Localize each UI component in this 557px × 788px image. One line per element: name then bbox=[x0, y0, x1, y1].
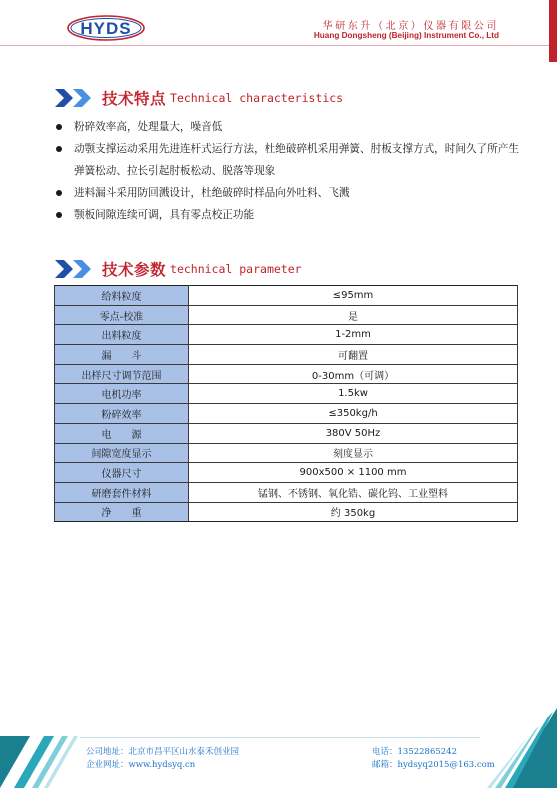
footer-stripe-decoration-left bbox=[0, 728, 80, 788]
company-logo bbox=[66, 14, 146, 42]
spec-label: 电 源 bbox=[55, 423, 189, 443]
spec-label: 研磨套件材料 bbox=[55, 482, 189, 502]
spec-label: 仪器尺寸 bbox=[55, 463, 189, 483]
table-row bbox=[55, 482, 518, 502]
spec-label: 出料粒度 bbox=[55, 325, 189, 345]
table-row bbox=[55, 384, 518, 404]
features-heading bbox=[54, 86, 343, 110]
footer-website[interactable]: 企业网址：www.hydsyq.cn bbox=[86, 760, 196, 770]
spec-value: 可翻置 bbox=[189, 345, 518, 365]
double-chevron-icon bbox=[54, 259, 94, 279]
feature-item: 颚板间隙连续可调，具有零点校正功能 bbox=[56, 204, 526, 226]
feature-list bbox=[56, 116, 526, 226]
table-row bbox=[55, 502, 518, 522]
spec-label: 零点-校准 bbox=[55, 305, 189, 325]
table-row bbox=[55, 345, 518, 365]
company-name-en: Huang Dongsheng (Beijing) Instrument Co., Ltd bbox=[313, 31, 499, 40]
features-title-en: Technical characteristics bbox=[170, 91, 344, 105]
spec-value: ≤350kg/h bbox=[189, 404, 518, 424]
feature-item: 进料漏斗采用防回溅设计，杜绝破碎时样品向外吐料、飞溅 bbox=[56, 182, 526, 204]
spec-label: 给料粒度 bbox=[55, 286, 189, 306]
bullet-dot bbox=[56, 146, 62, 152]
footer-email[interactable]: 邮箱：hydsyq2015@163.com bbox=[372, 760, 495, 770]
spec-label: 粉碎效率 bbox=[55, 404, 189, 424]
table-row bbox=[55, 443, 518, 463]
company-name-cn: 华研东升（北京）仪器有限公司 bbox=[322, 21, 499, 32]
table-row bbox=[55, 423, 518, 443]
spec-label: 净 重 bbox=[55, 502, 189, 522]
table-row bbox=[55, 325, 518, 345]
spec-value: 刻度显示 bbox=[189, 443, 518, 463]
params-title-en: technical parameter bbox=[170, 262, 302, 276]
spec-value: 0-30mm（可调） bbox=[189, 364, 518, 384]
footer-divider bbox=[80, 737, 480, 738]
double-chevron-icon bbox=[54, 88, 94, 108]
params-heading bbox=[54, 257, 302, 281]
corner-decoration bbox=[549, 0, 557, 62]
feature-item: 动颚支撑运动采用先进连杆式运行方法，杜绝破碎机采用弹簧、肘板支撑方式，时间久了所产生弹簧松动、拉长引起肘板松动、脱落等现象 bbox=[56, 138, 526, 182]
logo-text: HYDS bbox=[80, 19, 132, 38]
params-title-cn: 技术参数 bbox=[102, 261, 167, 279]
table-row bbox=[55, 305, 518, 325]
spec-table bbox=[54, 285, 518, 522]
bullet-dot bbox=[56, 212, 62, 218]
spec-value: 锰钢、不锈钢、氧化锆、碳化钨、工业塑料 bbox=[189, 482, 518, 502]
features-title-cn: 技术特点 bbox=[102, 90, 167, 108]
bullet-dot bbox=[56, 124, 62, 130]
bullet-dot bbox=[56, 190, 62, 196]
table-row bbox=[55, 364, 518, 384]
header-divider bbox=[0, 45, 557, 46]
table-row bbox=[55, 286, 518, 306]
spec-value: 900x500 × 1100 mm bbox=[189, 463, 518, 483]
feature-item: 粉碎效率高，处理量大，噪音低 bbox=[56, 116, 526, 138]
footer-stripe-decoration-right bbox=[477, 708, 557, 788]
footer-address: 公司地址：北京市昌平区山水泰禾创业园 bbox=[86, 747, 240, 757]
spec-value: 1-2mm bbox=[189, 325, 518, 345]
spec-value: 1.5kw bbox=[189, 384, 518, 404]
spec-value: ≤95mm bbox=[189, 286, 518, 306]
spec-value: 是 bbox=[189, 305, 518, 325]
table-row bbox=[55, 404, 518, 424]
spec-label: 漏 斗 bbox=[55, 345, 189, 365]
table-row bbox=[55, 463, 518, 483]
footer-phone: 电话：13522865242 bbox=[372, 747, 457, 757]
spec-value: 380V 50Hz bbox=[189, 423, 518, 443]
spec-label: 电机功率 bbox=[55, 384, 189, 404]
spec-label: 间隙宽度显示 bbox=[55, 443, 189, 463]
spec-label: 出样尺寸调节范围 bbox=[55, 364, 189, 384]
spec-value: 约 350kg bbox=[189, 502, 518, 522]
